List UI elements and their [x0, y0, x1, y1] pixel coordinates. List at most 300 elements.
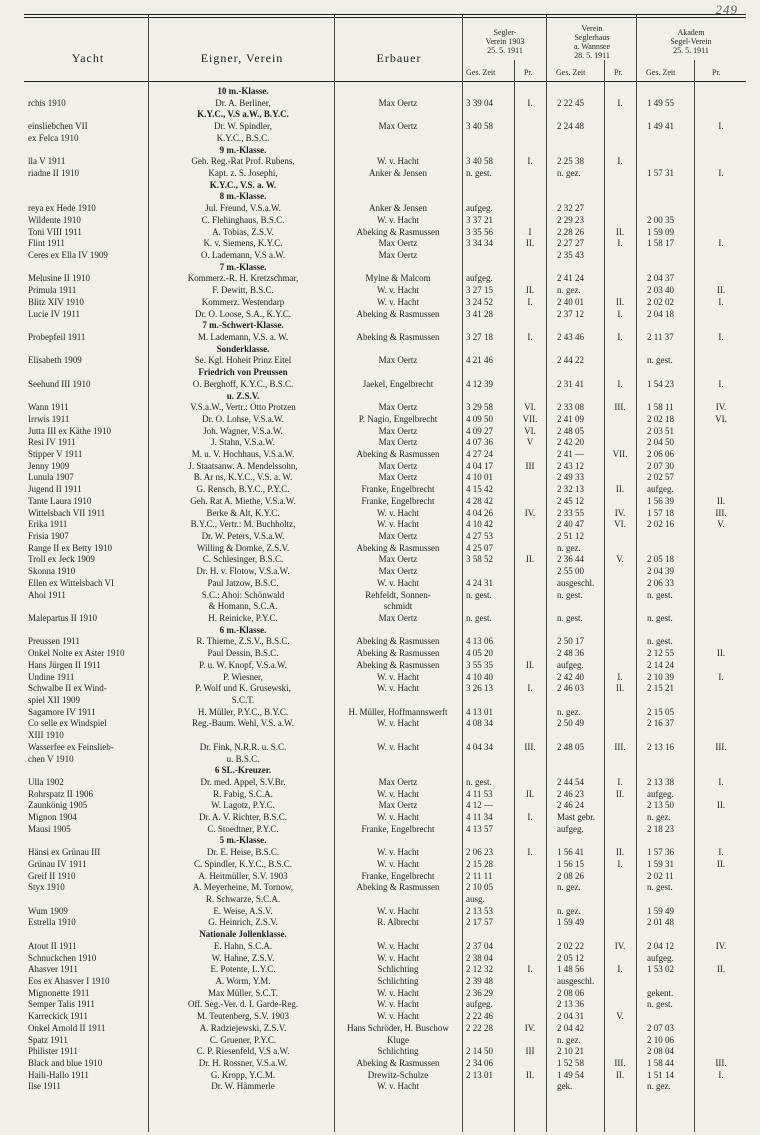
race3-time: 2 13 16 [647, 741, 674, 752]
builder: Rehfeldt, Sonnen- [365, 589, 431, 600]
race1-time: 4 09 50 [466, 413, 493, 424]
race3-time: 2 03 40 [647, 285, 674, 296]
owner-club: R. Schwarze, S.C.A. [205, 894, 281, 904]
race2-time: 2 48 05 [557, 741, 584, 752]
yacht-name: Probepfeil 1911 [28, 331, 86, 342]
race1-time: 2 17 57 [466, 917, 493, 928]
race1-time: 3 40 58 [466, 121, 493, 132]
table-row [0, 121, 760, 131]
page-number: 249 [715, 2, 738, 17]
race1-time: 3 41 28 [466, 308, 493, 319]
owner-club: P. u. W. Knopf, V.S.a.W. [199, 659, 287, 670]
builder: Schlichting [377, 964, 419, 975]
owner-club: Joh. Wagner, V.S.a.W. [203, 425, 283, 436]
table-row [0, 344, 760, 354]
race3-time: 2 04 12 [647, 940, 674, 951]
race2-time: 2 48 36 [557, 648, 584, 659]
race2-time: 2 44 22 [557, 355, 584, 366]
race3-time: 2 18 23 [647, 823, 674, 834]
owner-club: M. u. V. Hochhaus, V.S.a.W. [191, 449, 295, 459]
owner-club: Berke & Alt, K.Y.C. [206, 507, 280, 518]
race3-time: 2 05 18 [647, 554, 674, 565]
builder: W. v. Hacht [376, 577, 420, 588]
yacht-name: Onkel Nolte ex Aster 1910 [28, 648, 125, 659]
race1-time: 4 04 26 [466, 507, 493, 518]
table-row [0, 437, 760, 447]
builder: W. v. Hacht [376, 940, 420, 951]
race1-time: 4 15 42 [466, 484, 493, 495]
table-row [0, 601, 760, 611]
race2-place: III. [614, 1057, 626, 1068]
race3-time: 2 13 50 [647, 800, 674, 811]
header-race3 [638, 28, 744, 55]
race3-time: 2 04 39 [647, 566, 674, 577]
race1-place: I [528, 226, 532, 237]
class-heading: Sonderklasse. [216, 343, 270, 354]
yacht-name: Grünau IV 1911 [28, 858, 87, 869]
race2-time: 1 56 15 [557, 858, 584, 869]
race3-time: 2 07 30 [647, 460, 674, 471]
header-race3-line: Segel-Verein [670, 37, 712, 46]
race3-time: 1 58 11 [647, 402, 674, 413]
owner-club: S.C.T. [231, 694, 255, 705]
race3-place: II. [716, 800, 726, 811]
class-heading: 9 m.-Klasse. [219, 144, 267, 155]
header-race2-line: Verein [581, 24, 603, 33]
header-race2-line: a. Wannsee [573, 42, 611, 51]
race2-time: 2 42 40 [557, 671, 584, 682]
yacht-name: Primula 1911 [28, 285, 77, 296]
builder: Max Oertz [378, 613, 418, 623]
table-row [0, 519, 760, 529]
builder: W. v. Hacht [376, 1081, 420, 1092]
table-row [0, 156, 760, 166]
owner-club: B. Ar ns, K.Y.C., V.S. a. W. [193, 472, 293, 483]
race3-place: I. [718, 776, 724, 787]
race2-time: 2 08 06 [557, 987, 584, 998]
table-row [0, 367, 760, 377]
yacht-name: Hans Jürgen II 1911 [28, 659, 101, 670]
race1-time: 4 27 24 [466, 449, 493, 459]
builder: schmidt [383, 601, 413, 612]
table-row [0, 402, 760, 412]
yacht-name: Onkel Arnold II 1911 [28, 1022, 106, 1033]
builder: P. Nagio, Engelbrecht [358, 413, 438, 424]
owner-club: Kapt. z. S. Josephi, [208, 168, 278, 178]
owner-club: Dr. W. Spindler, [214, 121, 272, 132]
race1-place: VI. [524, 425, 536, 436]
race2-time: aufgeg. [557, 659, 584, 670]
race3-time: 2 04 18 [647, 308, 674, 319]
header-race2-time: Ges. Zeit [556, 68, 586, 77]
race2-place: I. [617, 858, 623, 869]
owner-club: O. Berghoff, K.Y.C., B.S.C. [192, 378, 294, 389]
table-row [0, 285, 760, 295]
table-row [0, 168, 760, 178]
yacht-name: Lunula 1907 [28, 472, 74, 483]
builder: Drewitz-Schulze [367, 1069, 429, 1080]
owner-club: Max Müller, S.C.T. [208, 987, 278, 998]
race2-place: III. [614, 402, 626, 413]
race3-place: V. [717, 519, 725, 530]
builder: Max Oertz [378, 355, 418, 366]
race3-place: III. [715, 507, 727, 518]
header-race1 [464, 28, 546, 55]
race2-place: IV. [614, 940, 626, 951]
race1-time: 4 13 06 [466, 636, 493, 647]
race2-time: n. gez. [557, 882, 581, 893]
race1-time: 4 10 40 [466, 671, 493, 682]
yacht-name: Jugend II 1911 [28, 484, 82, 495]
owner-club: P. Wolf und K. Grusewski, [195, 683, 291, 694]
race2-time: 2 44 54 [557, 776, 584, 787]
yacht-name: Ellen ex Wittelsbach VI [28, 577, 115, 588]
race3-time: 1 59 31 [647, 858, 674, 869]
race1-place: I. [527, 812, 533, 822]
race2-time: 2 43 46 [557, 331, 584, 342]
race2-time: 1 48 56 [557, 964, 584, 975]
yacht-name: Erika 1911 [28, 519, 68, 530]
race3-time: 1 57 18 [647, 507, 674, 518]
table-row [0, 871, 760, 881]
race3-time: 2 00 35 [647, 214, 674, 225]
header-yacht: Yacht [71, 51, 105, 65]
yacht-name: Haili-Hallo 1911 [28, 1069, 89, 1080]
yacht-name: ex Felca 1910 [28, 132, 79, 143]
race1-time: 4 10 42 [466, 519, 493, 530]
race1-time: 4 13 57 [466, 823, 493, 834]
race2-place: I. [617, 308, 623, 319]
race3-time: n. gest. [647, 999, 673, 1010]
race1-time: 4 05 20 [466, 648, 493, 659]
race2-place: II. [615, 788, 625, 799]
owner-club: J. Stahn, V.S.a.W. [211, 437, 275, 448]
race1-place: I. [527, 156, 533, 167]
owner-club: u. B.S.C. [226, 753, 260, 764]
table-row [0, 180, 760, 190]
yacht-name: Blitz XIV 1910 [28, 296, 84, 307]
yacht-name: Frisia 1907 [28, 531, 69, 541]
header-race2 [548, 24, 636, 60]
race2-time: 2 50 49 [557, 718, 584, 729]
table-row [0, 636, 760, 646]
race3-place: I. [718, 1069, 724, 1080]
table-row [0, 835, 760, 845]
race2-time: n. gest. [557, 589, 583, 600]
race1-place: II. [525, 1069, 535, 1080]
yacht-name: Schnuckchen 1910 [28, 952, 97, 963]
race3-time: 1 51 14 [647, 1069, 674, 1080]
race2-time: 2 46 03 [557, 683, 584, 694]
owner-club: F. Dewitt, B.S.C. [212, 285, 274, 296]
builder: W. v. Hacht [376, 1011, 420, 1022]
race2-place: II. [615, 226, 625, 237]
race2-time: 2 40 47 [557, 519, 584, 530]
owner-club: E. Potente, L.Y.C. [210, 964, 276, 975]
race1-place: II. [525, 788, 535, 799]
builder: H. Müller, Hoffmannswerft [348, 706, 448, 717]
yacht-name: Range II ex Betty 1910 [28, 542, 112, 553]
builder: Abeking & Rasmussen [356, 226, 440, 237]
builder: Franke, Engelbrecht [361, 870, 435, 881]
race1-time: n. gest. [466, 613, 492, 623]
race1-time: 4 04 17 [466, 460, 493, 471]
yacht-name: Karreckick 1911 [28, 1011, 88, 1022]
race2-place: II. [615, 296, 625, 307]
race3-time: 1 49 41 [647, 121, 674, 132]
header-race3-time: Ges. Zeit [646, 68, 676, 77]
race3-time: 2 14 24 [647, 659, 674, 670]
table-row [0, 683, 760, 693]
table-row [0, 1023, 760, 1033]
builder: Kluge [387, 1034, 409, 1045]
race3-time: n. gest. [647, 636, 673, 647]
builder: Schlichting [377, 976, 419, 986]
table-row [0, 1070, 760, 1080]
owner-club: A. Radziejewski, Z.S.V. [199, 1022, 287, 1033]
race1-place: II. [525, 659, 535, 670]
owner-club: A. Tobias, Z.S.V. [212, 226, 274, 237]
builder: Max Oertz [378, 121, 418, 132]
race2-time: 2 24 48 [557, 121, 584, 132]
race3-place: I. [718, 378, 724, 389]
race1-place: III. [524, 741, 536, 752]
race1-time: 3 55 35 [466, 659, 493, 670]
builder: Anker & Jensen [369, 168, 427, 178]
class-heading: 6 SL.-Kreuzer. [214, 765, 272, 776]
builder: Max Oertz [378, 460, 418, 471]
owner-club: C. P. Riesenfeld, V.S a.W. [196, 1046, 290, 1057]
race3-time: 2 07 03 [647, 1022, 674, 1033]
race3-time: 2 11 37 [647, 331, 674, 342]
race1-time: 2 12 32 [466, 964, 493, 975]
race2-time: 2 55 00 [557, 566, 584, 577]
race1-time: 3 58 52 [466, 554, 493, 565]
table-row [0, 86, 760, 96]
yacht-name: Melusine II 1910 [28, 273, 90, 284]
race1-time: 4 04 34 [466, 741, 493, 752]
yacht-name: Co selle ex Windspiel [28, 718, 107, 729]
race3-time: n. gest. [647, 613, 673, 623]
race2-place: I. [617, 671, 623, 682]
race2-time: 2 33 08 [557, 402, 584, 413]
yacht-name: Schwalbe II ex Wind- [28, 683, 107, 694]
race3-time: 1 59 49 [647, 905, 674, 916]
race2-place: II. [615, 683, 625, 694]
race1-time: 4 27 53 [466, 531, 493, 541]
yacht-name: Irrwis 1911 [28, 413, 70, 424]
race2-place: I. [617, 156, 623, 167]
race2-time: 2 41 24 [557, 273, 584, 284]
builder: W. v. Hacht [376, 156, 420, 167]
race3-time: 2 02 57 [647, 472, 674, 483]
yacht-name: Styx 1910 [28, 882, 65, 893]
class-heading: 10 m.-Klasse. [217, 86, 269, 96]
owner-club: W. Lagotz, P.Y.C. [211, 800, 275, 811]
yacht-name: Philister 1911 [28, 1046, 78, 1057]
header-race1-line: Segler- [493, 28, 517, 37]
class-heading: u. Z.S.V. [226, 390, 260, 401]
race1-time: 2 38 04 [466, 952, 493, 963]
race1-time: 4 12 — [466, 800, 493, 811]
race3-place: IV. [715, 402, 727, 413]
race2-place: I. [617, 964, 623, 975]
yacht-name: Mignon 1904 [28, 812, 77, 822]
owner-club: Dr. O. Loose, S.A., K.Y.C. [194, 308, 292, 319]
race2-time: 2 49 33 [557, 472, 584, 483]
builder: W. v. Hacht [376, 741, 420, 752]
race1-time: 2 06 23 [466, 847, 493, 858]
race2-time: 2 10 21 [557, 1046, 584, 1057]
race3-time: n. gez. [647, 1081, 671, 1092]
race2-time: 2 33 55 [557, 507, 584, 518]
race1-place: II. [525, 285, 535, 296]
yacht-name: spiel XII 1909 [28, 694, 80, 705]
race2-time: 1 56 41 [557, 847, 584, 858]
yacht-name: Wann 1911 [28, 402, 69, 413]
yacht-name: Zaunkönig 1905 [28, 800, 88, 811]
owner-club: & Homann, S.C.A. [208, 601, 278, 612]
race2-time: aufgeg. [557, 823, 584, 834]
race3-time: gekent. [647, 987, 674, 998]
header-builder: Erbauer [376, 51, 422, 65]
table-row [0, 332, 760, 342]
table-row [0, 484, 760, 494]
race3-time: n. gest. [647, 882, 673, 893]
owner-club: P. Wiesner, [223, 671, 263, 682]
owner-club: S.C.: Ahoi: Schönwald [201, 589, 285, 600]
owner-club: Dr. H. v. Flotow, V.S.a.W. [196, 566, 290, 577]
race2-time: 1 52 58 [557, 1057, 584, 1068]
builder: Abeking & Rasmussen [356, 636, 440, 647]
race2-place: V. [616, 1011, 624, 1022]
race3-time: 2 04 50 [647, 437, 674, 448]
race1-place: III [525, 460, 535, 471]
table-row [0, 707, 760, 717]
owner-club: V.S.a.W., Vertr.: Otto Protzen [190, 402, 296, 413]
race3-time: 1 58 44 [647, 1057, 674, 1068]
table-row [0, 812, 760, 822]
race1-time: 4 08 34 [466, 718, 493, 729]
owner-club: C. Stoedtner, P.Y.C. [207, 823, 279, 834]
builder: W. v. Hacht [376, 296, 420, 307]
race3-time: 2 02 11 [647, 870, 674, 881]
owner-club: Dr. W. Hämmerle [211, 1081, 275, 1092]
race2-place: V. [616, 554, 624, 565]
race1-time: 2 13 53 [466, 905, 493, 916]
yacht-name: Hänsi ex Grünau III [28, 847, 101, 858]
race2-time: n. gez. [557, 285, 581, 296]
owner-club: Dr. H. Rossner, V.S.a.W. [198, 1057, 288, 1068]
race1-place: VII. [522, 413, 538, 424]
builder: Max Oertz [378, 425, 418, 436]
race2-place: IV. [614, 507, 626, 518]
race2-time: 2 43 12 [557, 460, 584, 471]
race1-time: 4 25 07 [466, 542, 493, 553]
table-row [0, 554, 760, 564]
yacht-name: Jutta III ex Käthe 1910 [28, 425, 111, 436]
race1-time: aufgeg. [466, 273, 493, 284]
race3-place: I. [718, 238, 724, 249]
race2-time: 2 29 23 [557, 214, 584, 225]
table-row [0, 718, 760, 728]
race2-time: n. gez. [557, 542, 581, 553]
owner-club: O. Lademann, V.S a.W. [200, 249, 286, 260]
rule-top-inner [24, 17, 746, 18]
owner-club: Reg.-Baum. Wehl, V.S. a.W. [192, 718, 294, 729]
race3-place: I. [718, 121, 724, 132]
race1-place: III [525, 1046, 535, 1057]
yacht-name: Toni VIII 1911 [28, 226, 82, 237]
yacht-name: Sagamore IV 1911 [28, 706, 96, 717]
race2-time: 1 59 49 [557, 917, 584, 928]
race1-time: 3 26 13 [466, 683, 493, 694]
header-owner: Eigner, Verein [200, 51, 284, 65]
owner-club: W. Hahne, Z.S.V. [211, 952, 275, 963]
race1-place: I. [527, 847, 533, 858]
race2-place: I. [617, 331, 623, 342]
owner-club: H. Reinicke, P.Y.C. [208, 613, 278, 623]
race1-time: 4 24 31 [466, 577, 493, 588]
builder: W. v. Hacht [376, 858, 420, 869]
race3-time: 2 06 33 [647, 577, 674, 588]
race3-time: 1 49 55 [647, 97, 674, 108]
race3-time: 2 06 06 [647, 449, 674, 459]
race3-time: 2 02 16 [647, 519, 674, 530]
table-row [0, 754, 760, 764]
race3-time: 2 15 05 [647, 706, 674, 717]
race2-time: gek. [557, 1081, 573, 1092]
builder: W. v. Hacht [376, 718, 420, 729]
yacht-name: Flint 1911 [28, 238, 65, 249]
race2-time: Mast gebr. [557, 812, 595, 822]
race2-place: VII. [612, 449, 628, 459]
race1-time: 3 34 34 [466, 238, 493, 249]
race1-time: 2 37 04 [466, 940, 493, 951]
table-row [0, 472, 760, 482]
builder: Abeking & Rasmussen [356, 648, 440, 659]
table-row [0, 625, 760, 635]
yacht-name: Jenny 1909 [28, 460, 70, 471]
header-race3-line: Akadem [677, 28, 705, 37]
table-row [0, 191, 760, 201]
header-race3-place: Pr. [712, 68, 721, 77]
race3-place: II. [716, 495, 726, 506]
table-row [0, 250, 760, 260]
race2-time: 2 32 13 [557, 484, 584, 495]
table-row [0, 882, 760, 892]
race3-time: 2 04 37 [647, 273, 674, 284]
owner-club: Geh. Reg.-Rat Prof. Rubens, [191, 156, 295, 167]
race1-time: 2 11 11 [466, 870, 493, 881]
race2-place: III. [614, 741, 626, 752]
builder: W. v. Hacht [376, 214, 420, 225]
table-row [0, 648, 760, 658]
owner-club: K.Y.C., B.S.C. [216, 132, 270, 143]
race3-place: III. [715, 1057, 727, 1068]
table-row [0, 449, 760, 459]
table-row [0, 461, 760, 471]
builder: Max Oertz [378, 554, 418, 565]
race2-time: 2 42 20 [557, 437, 584, 448]
class-heading: 7 m.-Klasse. [219, 261, 267, 272]
owner-club: A. Worm, Y.M. [215, 976, 271, 986]
table-row [0, 355, 760, 365]
yacht-name: Estrella 1910 [28, 917, 76, 928]
race2-time: 2 27 27 [557, 238, 584, 249]
table-row [0, 508, 760, 518]
yacht-name: Lucie IV 1911 [28, 308, 80, 319]
